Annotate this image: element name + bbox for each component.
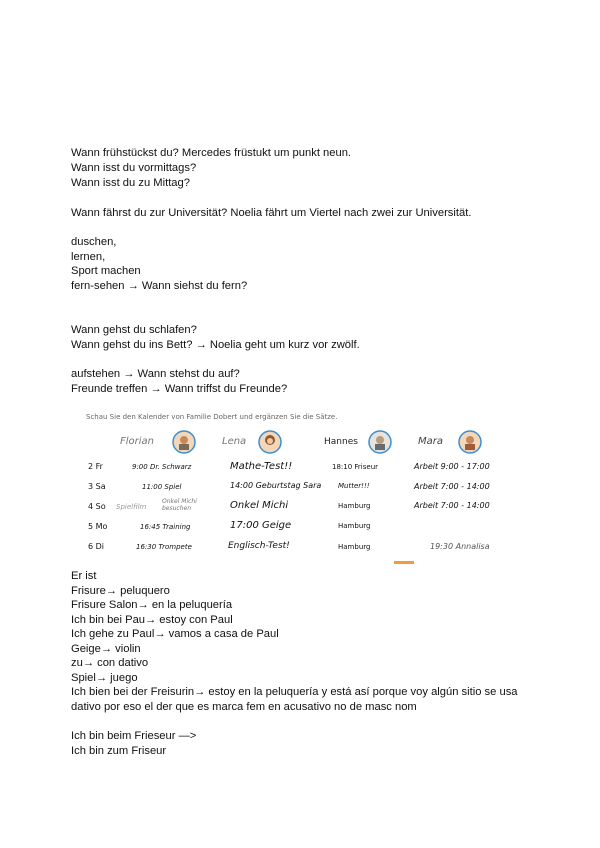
person-name-hannes: Hannes bbox=[324, 437, 358, 447]
text-line: duschen, bbox=[71, 236, 117, 248]
calendar-entry: Mathe-Test!! bbox=[230, 461, 293, 472]
calendar-entry: 19:30 Annalisa bbox=[430, 542, 490, 551]
calendar-day: 3 Sa bbox=[88, 482, 106, 491]
calendar-entry: Mutter!!! bbox=[338, 482, 370, 490]
calendar-entry: Hamburg bbox=[338, 522, 371, 530]
calendar-instruction: Schau Sie den Kalender von Familie Dobert und ergänzen Sie die Sätze. bbox=[86, 413, 338, 421]
calendar-entry: 17:00 Geige bbox=[230, 520, 292, 531]
text-line: fern-sehen → Wann siehst du fern? bbox=[71, 280, 248, 292]
text-line: Ich bin bei Pau→ estoy con Paul bbox=[71, 614, 233, 626]
text-line: Wann isst du zu Mittag? bbox=[71, 177, 190, 189]
text-line: Er ist bbox=[71, 570, 97, 582]
family-calendar-image bbox=[80, 412, 520, 564]
calendar-entry: 14:00 Geburtstag Sara bbox=[230, 481, 322, 490]
text-line: dativo por eso el der que es marca fem en acusativo no de masc nom bbox=[71, 701, 417, 713]
text-line: zu→ con dativo bbox=[71, 657, 149, 669]
text-line: Sport machen bbox=[71, 265, 141, 277]
text-line: Freunde treffen → Wann triffst du Freunde? bbox=[71, 383, 288, 395]
calendar-entry: Hamburg bbox=[338, 502, 371, 510]
calendar-entry: Hamburg bbox=[338, 543, 371, 551]
calendar-entry: 16:30 Trompete bbox=[136, 543, 192, 551]
calendar-entry: 16:45 Training bbox=[140, 523, 191, 531]
person-name-mara: Mara bbox=[418, 436, 443, 447]
calendar-entry: 18:10 Friseur bbox=[332, 463, 379, 471]
text-line: lernen, bbox=[71, 251, 106, 263]
avatar-lena bbox=[258, 430, 282, 454]
calendar-entry: Englisch-Test! bbox=[228, 541, 290, 551]
text-line: Wann gehst du schlafen? bbox=[71, 324, 197, 336]
person-name-florian: Florian bbox=[120, 436, 155, 447]
text-line: Ich bin zum Friseur bbox=[71, 745, 167, 757]
text-line: Frisure Salon→ en la peluquería bbox=[71, 599, 233, 611]
calendar-day: 5 Mo bbox=[88, 522, 108, 531]
text-line: Geige→ violin bbox=[71, 643, 141, 655]
text-line: aufstehen → Wann stehst du auf? bbox=[71, 368, 240, 380]
calendar-entry: Onkel Michi besuchen bbox=[162, 498, 197, 512]
calendar-entry: Arbeit 9:00 - 17:00 bbox=[414, 462, 490, 471]
text-line: Wann gehst du ins Bett? → Noelia geht um kurz vor zwölf. bbox=[71, 339, 360, 351]
text-line: Ich bien bei der Freisurin→ estoy en la peluquería y está así porque voy algún sitio se usa bbox=[71, 686, 518, 698]
text-line: Frisure→ peluquero bbox=[71, 585, 170, 597]
calendar-day: 4 So bbox=[88, 502, 106, 511]
avatar-hannes bbox=[368, 430, 392, 454]
text-line: Wann fährst du zur Universität? Noelia fährt um Viertel nach zwei zur Universität. bbox=[71, 207, 472, 219]
calendar-entry: 9:00 Dr. Schwarz bbox=[132, 463, 192, 471]
calendar-entry: Onkel Michi bbox=[230, 500, 289, 511]
text-line: Spiel→ juego bbox=[71, 672, 138, 684]
text-line: Ich bin beim Frieseur —> bbox=[71, 730, 197, 742]
orange-accent-mark bbox=[394, 561, 414, 564]
calendar-day: 2 Fr bbox=[88, 462, 103, 471]
calendar-entry: 11:00 Spiel bbox=[142, 483, 182, 491]
calendar-entry: Spielfilm bbox=[116, 503, 147, 511]
calendar-entry: Arbeit 7:00 - 14:00 bbox=[414, 482, 490, 491]
avatar-mara bbox=[458, 430, 482, 454]
calendar-entry: Arbeit 7:00 - 14:00 bbox=[414, 501, 490, 510]
person-name-lena: Lena bbox=[222, 436, 247, 447]
calendar-day: 6 Di bbox=[88, 542, 105, 551]
text-line: Wann isst du vormittags? bbox=[71, 162, 197, 174]
avatar-florian bbox=[172, 430, 196, 454]
text-line: Ich gehe zu Paul→ vamos a casa de Paul bbox=[71, 628, 279, 640]
text-line: Wann frühstückst du? Mercedes früstukt um punkt neun. bbox=[71, 147, 352, 159]
